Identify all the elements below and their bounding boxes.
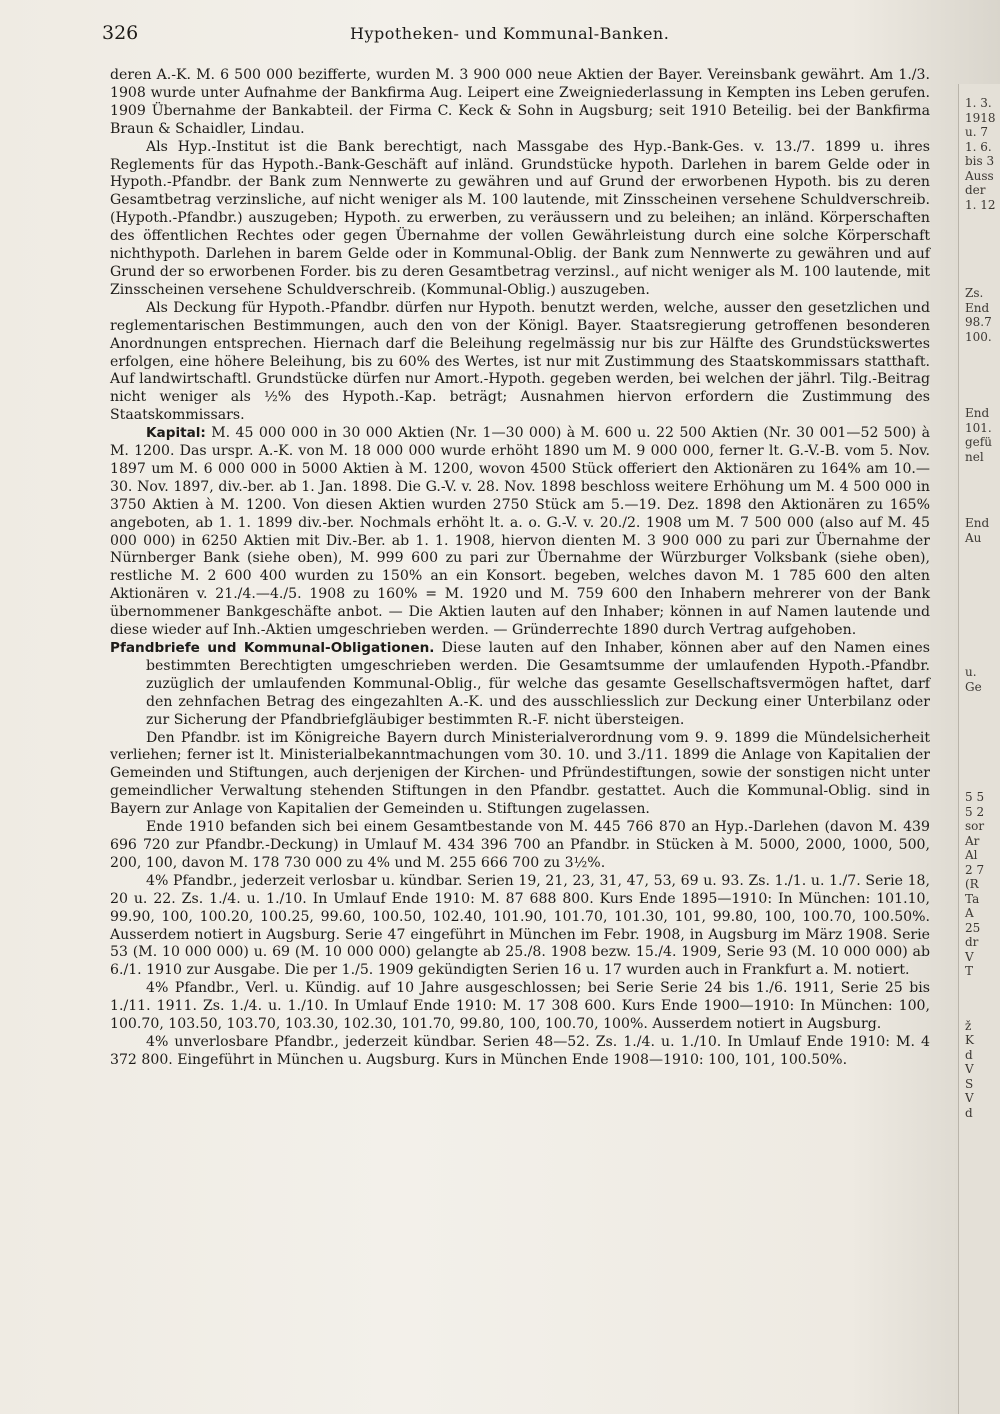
margin-fragment: der [965,183,986,197]
paragraph: 4% Pfandbr., Verl. u. Kündig. auf 10 Jahre ausgeschlossen; bei Serie Serie 24 bis 1./6. 1911, Serie 25 bis 1./11. 1911. Zs. 1./4. u. 1./10. In Umlauf Ende 1910: M. 17 308 600. Kurs Ende 1900—1910: In München: 100, 100.70, 103.50, 103.70, 103.30, 102.30, 101.70, 99.80, 100, 100.70, 100%. Ausserdem notiert in Augsburg. [110,980,930,1033]
paragraph: deren A.-K. M. 6 500 000 bezifferte, wurden M. 3 900 000 neue Aktien der Bayer. Vereinsbank gewährt. Am 1./3. 1908 wurde unter Aufnahme der Bankfirma Aug. Leipert eine Zweigniederlassung in Kempten ins Leben gerufen. 1909 Übernahme der Bankabteil. der Firma C. Keck & Sohn in Augsburg; seit 1910 Beteilig. bei der Bankfirma Braun & Schaidler, Lindau. [110,67,930,137]
margin-fragment: dr [965,935,979,949]
margin-fragment: u. [965,665,977,679]
paragraph: Als Deckung für Hypoth.-Pfandbr. dürfen nur Hypoth. benutzt werden, welche, ausser den gesetzlichen und reglementarischen Bestimmungen, auch den von der Königl. Bayer. Staatsregierung getroffenen besonderen Anordnungen entsprechen. Hiernach darf die Beleihung regelmässig nur bis zur Hälfte des Grundstückswertes erfolgen, eine höhere Beleihung, bis zu 60% des Wertes, ist nur mit Zustimmung des Staatskommissars statthaft. Auf landwirtschaftl. Grundstücke dürfen nur Amort.-Hypoth. gegeben werden, bei welchen der jährl. Tilg.-Beitrag nicht weniger als ½% des Hypoth.-Kap. beträgt; Ausnahmen hiervon erfordern die Zustimmung des Staatskommissars. [110,299,930,424]
margin-fragment: d [965,1105,973,1120]
margin-fragment: 1. 6. [965,139,992,154]
margin-fragment: 1. 3. [965,96,992,110]
running-title: Hypotheken- und Kommunal-Banken. [350,24,670,43]
adjacent-page-fragments [958,84,1000,1414]
document-body [110,67,930,1070]
margin-fragment: End [965,406,990,420]
section-heading: Pfandbriefe und Kommunal-Obligationen. [110,640,435,656]
section-heading: Kapital: [146,425,206,442]
margin-fragment: 98.7 [965,315,992,329]
margin-fragment: Auss [965,168,994,183]
paragraph: 4% Pfandbr., jederzeit verlosbar u. kündbar. Serien 19, 21, 23, 31, 47, 53, 69 u. 93. Zs. 1./1. u. 1./7. Serie 18, 20 u. 22. Zs. 1./4. u. 1./10. In Umlauf Ende 1910: M. 87 688 800. Kurs Ende 1895—1910: In München: 101.10, 99.90, 100, 100.20, 100.25, 99.60, 100.50, 102.40, 101.90, 101.70, 101.30, 101, 99.80, 100, 100.70, 100.50%. Ausserdem notiert in Augsburg. Serie 47 eingeführt in München im Febr. 1908, in Augsburg im März 1908. Serie 53 (M. 10 000 000) u. 69 (M. 10 000 000) gelangte ab 25./8. 1908 bezw. 15./4. 1909, Serie 93 (M. 10 000 000) ab 6./1. 1910 zur Ausgabe. Die per 1./5. 1909 gekündigten Serien 16 u. 17 wurden auch in Frankfurt a. M. notiert. [110,872,930,979]
margin-column [959,96,1000,1120]
margin-fragment: d [965,1047,973,1062]
margin-fragment: End [965,300,990,315]
margin-fragment: 1918 [965,110,996,125]
margin-fragment: sor [965,819,985,833]
margin-fragment: K [965,1033,974,1047]
margin-fragment: V [965,1091,974,1105]
margin-fragment: Al [965,848,978,862]
margin-fragment: 5 2 [965,804,985,819]
margin-fragment: gefü [965,435,992,449]
margin-fragment: V [965,1062,974,1076]
section-kapital: Kapital: M. 45 000 000 in 30 000 Aktien (Nr. 1—30 000) à M. 600 u. 22 500 Aktien (Nr. 30 001—52 500) à M. 1200. Das urspr. A.-K. von M. 18 000 000 wurde erhöht 1890 um M. 9 000 000, ferner lt. G.-V.-B. vom 5. Nov. 1897 um M. 6 000 000 in 5000 Aktien à M. 1200, wovon 4500 Stück offeriert den Aktionären zu 164% am 10.—30. Nov. 1897, div.-ber. ab 1. Jan. 1898. Die G.-V. v. 28. Nov. 1898 beschloss weitere Erhöhung um M. 4 500 000 in 3750 Aktien à M. 1200. Von diesen Aktien wurden 2750 Stück am 5.—19. Dez. 1898 den Aktionären zu 165% angeboten, ab 1. 1. 1899 div.-ber. Nochmals erhöht lt. a. o. G.-V. v. 20./2. 1908 um M. 7 500 000 (also auf M. 45 000 000) in 6250 Aktien mit Div.-Ber. ab 1. 1. 1908, hiervon dienten M. 3 900 000 zu pari zur Übernahme der Nürnberger Bank (siehe oben), M. 999 600 zu pari zur Übernahme der Würzburger Volksbank (siehe oben), restliche M. 2 600 400 wurden zu 150% an ein Konsort. begeben, welches davon M. 1 785 600 den alten Aktionären v. 21./4.—4./5. 1908 zu 160% = M. 1920 und M. 759 600 den Inhabern mehrerer von der Bank übernommener Bankgeschäfte anbot. — Die Aktien lauten auf den Inhaber; können in auf Namen lautende und diese wieder auf Inh.-Aktien umgeschrieben werden. — Gründerrechte 1890 durch Vertrag aufgehoben. [110,425,930,639]
paragraph: Ende 1910 befanden sich bei einem Gesamtbestande von M. 445 766 870 an Hyp.-Darlehen (davon M. 439 696 720 zur Pfandbr.-Deckung) in Umlauf M. 434 396 700 an Pfandbr. in Stücken à M. 5000, 2000, 1000, 500, 200, 100, davon M. 178 730 000 zu 4% und M. 255 666 700 zu 3½%. [110,819,930,871]
margin-fragment: 1. 12 [965,197,996,212]
margin-fragment: Au [965,530,982,545]
margin-fragment: Ta [965,891,980,906]
margin-fragment: (R [965,877,979,891]
margin-fragment: nel [965,449,984,464]
margin-fragment: 2 7 [965,862,985,877]
paragraph: Als Hyp.-Institut ist die Bank berechtigt, nach Massgabe des Hyp.-Bank-Ges. v. 13./7. 1899 u. ihres Reglements für das Hypoth.-Bank-Geschäft auf inländ. Grundstücke hypoth. Darlehen in barem Gelde oder in Hypoth.-Pfandbr. der Bank zum Nennwerte zu gewähren und auf Grund der erworbenen Hypoth. bis zu deren Gesamtbetrag verzinsliche, auf nicht weniger als M. 100 lautende, mit Zinsscheinen versehene Schuldverschreib. (Hypoth.-Pfandbr.) auszugeben; Hypoth. zu erwerben, zu veräussern und zu beleihen; an inländ. Körperschaften des öffentlichen Rechtes oder gegen Übernahme der vollen Gewährleistung durch eine solche Körperschaft nichthypoth. Darlehen in barem Gelde oder in Kommunal-Oblig. der Bank zum Nennwerte zu gewähren und auf Grund der so erworbenen Forder. bis zu deren Gesamtbetrag verzinsl., auf nicht weniger als M. 100 lautende, mit Zinsscheinen versehene Schuldverschreib. (Kommunal-Oblig.) auszugeben. [110,138,930,298]
paragraph: 4% unverlosbare Pfandbr., jederzeit kündbar. Serien 48—52. Zs. 1./4. u. 1./10. In Umlauf Ende 1910: M. 4 372 800. Eingeführt in München u. Augsburg. Kurs in München Ende 1908—1910: 100, 101, 100.50%. [110,1033,930,1068]
margin-fragment: Ge [965,679,982,694]
margin-fragment: A [965,906,974,920]
margin-fragment: ž [965,1018,972,1033]
margin-fragment: V [965,949,974,964]
margin-fragment: bis 3 [965,154,995,168]
margin-fragment: S [965,1076,974,1091]
margin-fragment: 101. [965,420,992,435]
margin-fragment: 25 [965,920,981,935]
section-pfandbriefe: Pfandbriefe und Kommunal-Obligationen. Diese lauten auf den Inhaber, können aber auf den Namen eines bestimmten Berechtigten umgeschrieben werden. Die Gesamtsumme der umlaufenden Hypoth.-Pfandbr. zuzüglich der umlaufenden Kommunal-Oblig., für welche das gesamte Gesellschaftsvermögen haftet, darf den zehnfachen Betrag des eingezahlten A.-K. und des ausschliesslich zur Deckung einer Unterbilanz oder zur Sicherung der Pfandbriefgläubiger bestimmten R.-F. nicht übersteigen. [110,640,931,728]
margin-fragment: 5 5 [965,790,985,804]
margin-fragment: 100. [965,329,992,344]
margin-fragment: End [965,516,990,530]
paragraph: Den Pfandbr. ist im Königreiche Bayern durch Ministerialverordnung vom 9. 9. 1899 die Mündelsicherheit verliehen; ferner ist lt. Ministerialbekanntmachungen vom 30. 10. und 3./11. 1899 die Anlage von Kapitalien der Gemeinden und Stiftungen, auch derjenigen der Kirchen- und Pfründestiftungen, sowie der sonstigen nicht unter gemeindlicher Verwaltung stehenden Stiftungen in den Pfandbr. gestattet. Auch die Kommunal-Oblig. sind in Bayern zur Anlage von Kapitalien der Gemeinden u. Stiftungen zugelassen. [110,729,930,818]
page-header [102,22,932,46]
margin-fragment: u. 7 [965,125,988,139]
margin-fragment: Zs. [965,286,984,300]
margin-fragment: T [965,964,974,978]
page-number: 326 [102,22,139,44]
margin-fragment: Ar [965,833,980,848]
